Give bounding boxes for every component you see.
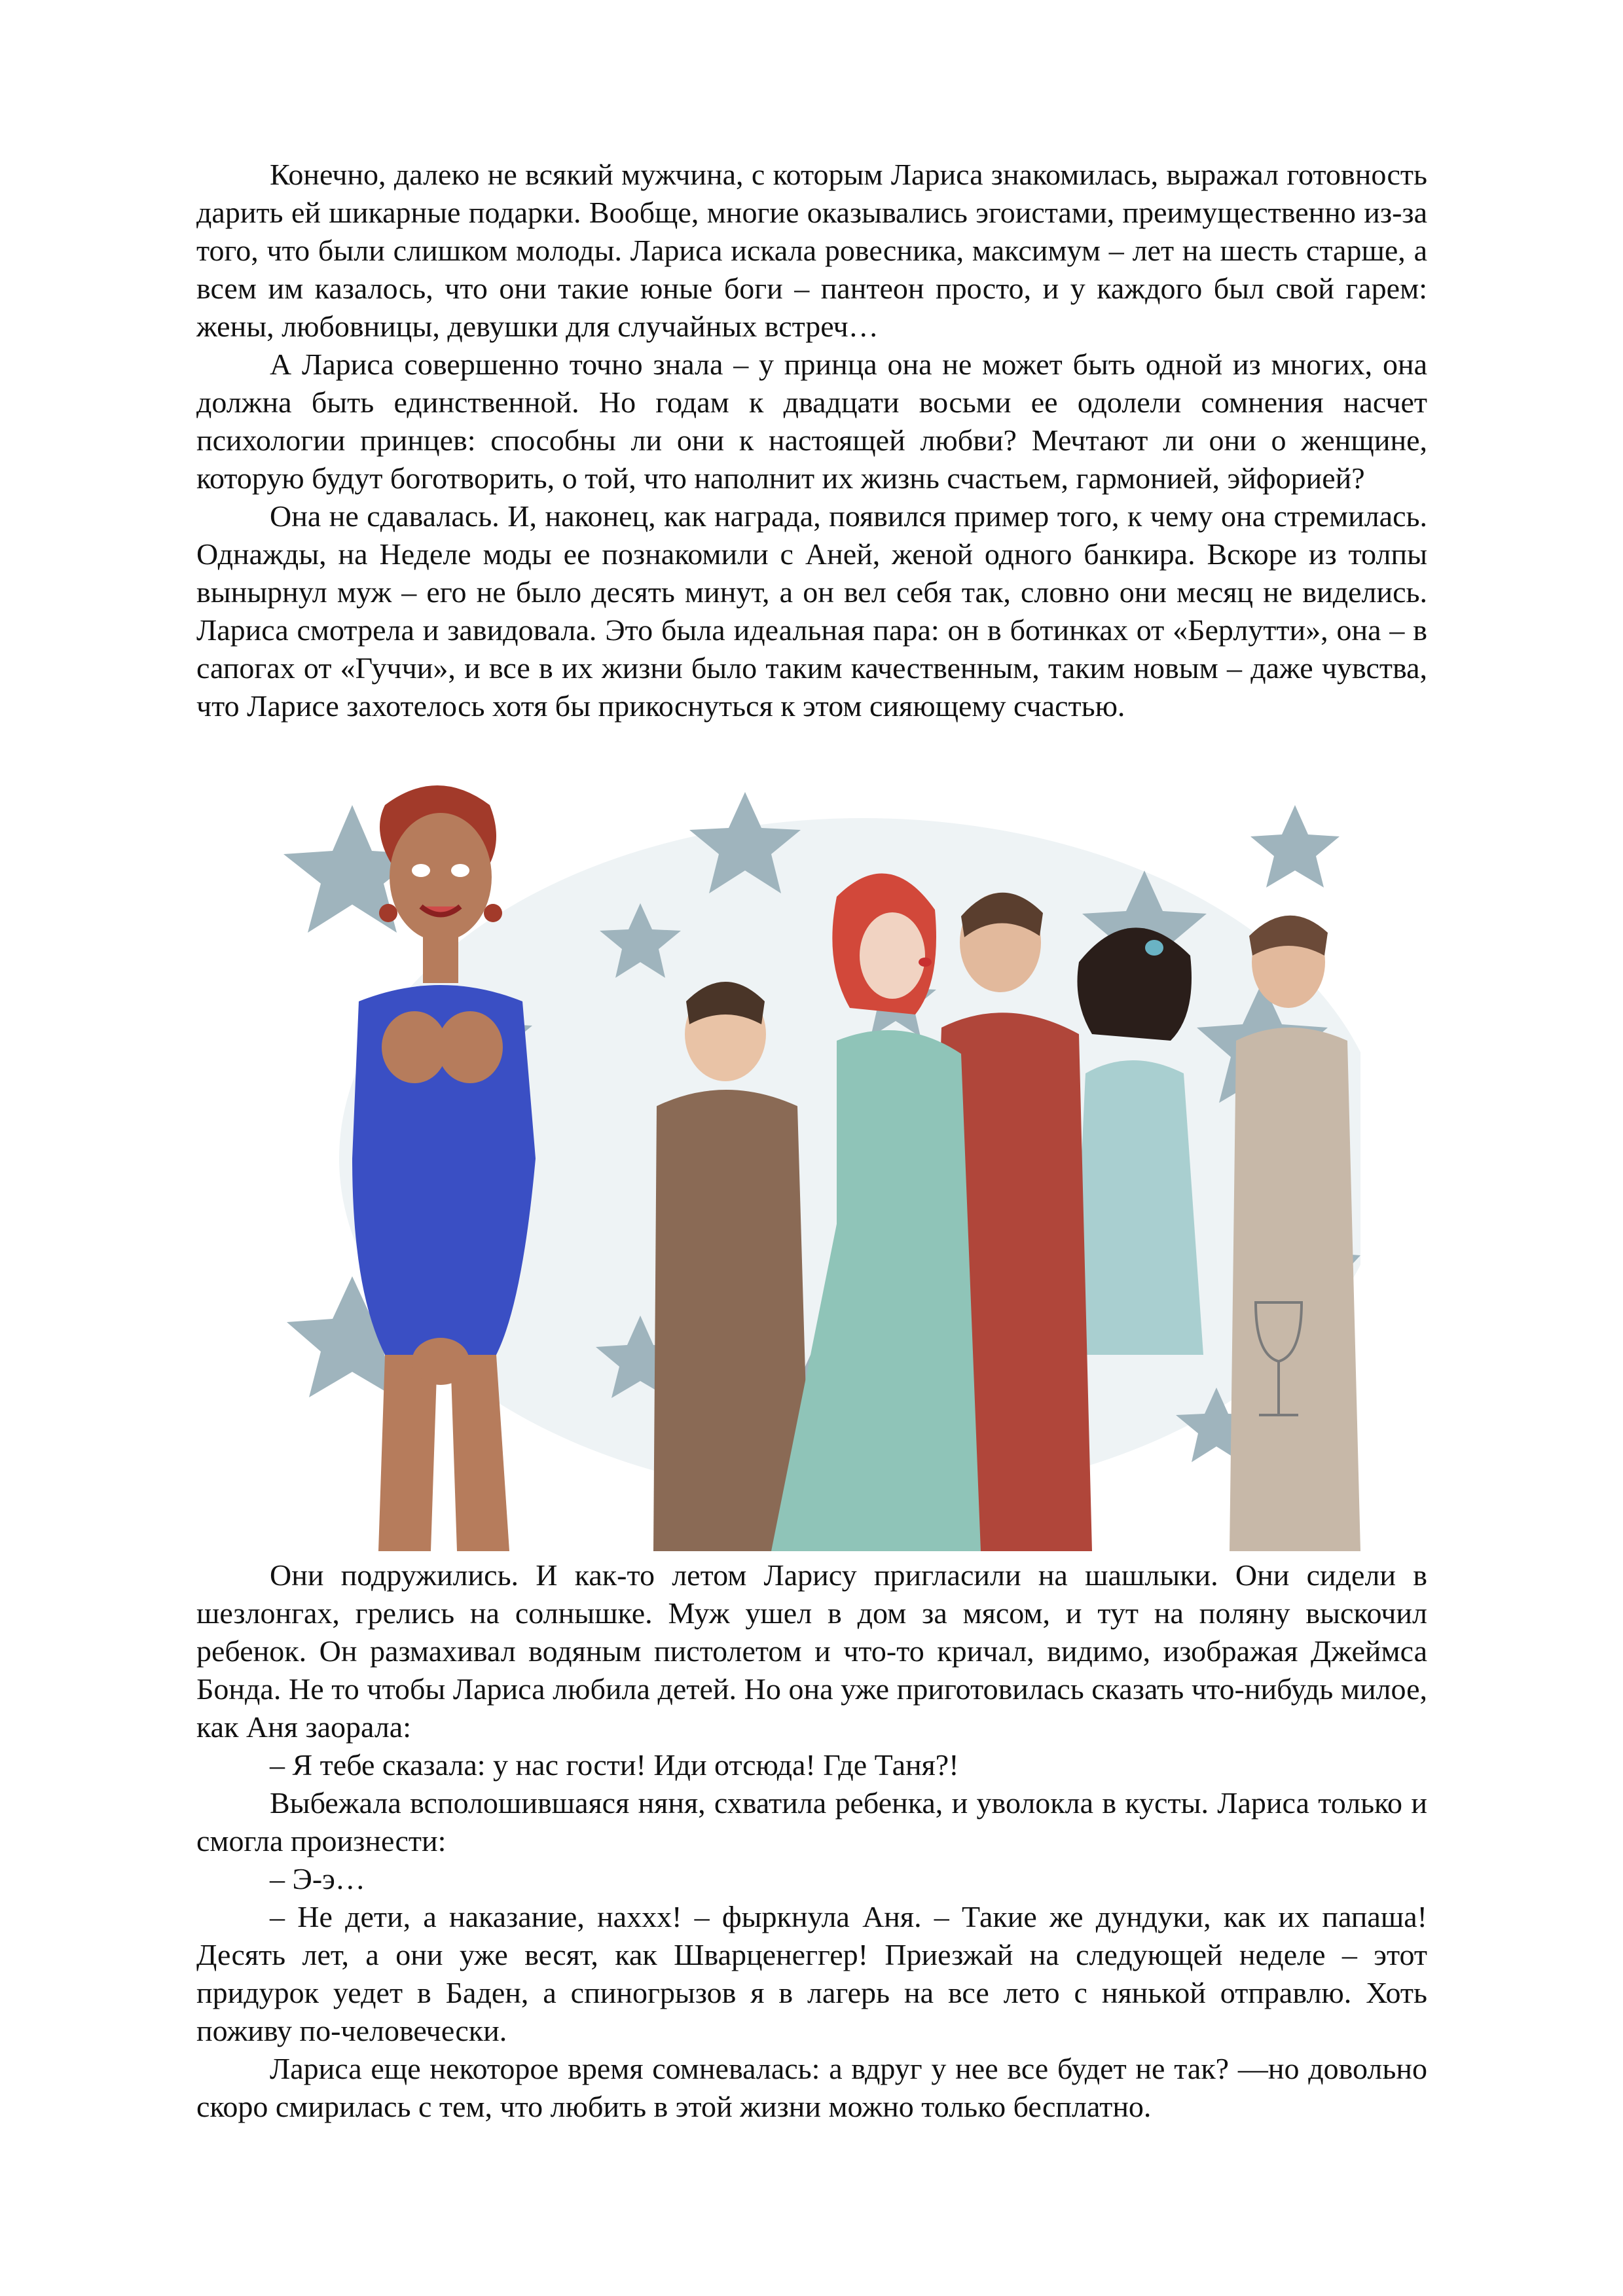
illustration-svg xyxy=(274,766,1360,1551)
paragraph: Лариса еще некоторое время сомневалась: а вдруг у нее все будет не так? —но довольно скоро смирилась с тем, что любить в этой жизни можно только бесплатно. xyxy=(196,2052,1427,2123)
paragraph: Они подружились. И как-то летом Ларису пригласили на шашлыки. Они сидели в шезлонгах, грелись на солнышке. Муж ушел в дом за мясом, и тут на поляну выскочил ребенок. Он размахивал водяным пистолетом и что-то кричал, видимо, изображая Джеймса Бонда. Не то чтобы Лариса любила детей. Но она уже приготовилась сказать что-нибудь милое, как Аня заорала: xyxy=(196,1558,1427,1744)
paragraph: – Э-э… xyxy=(270,1862,365,1895)
paragraph: Выбежала всполошившаяся няня, схватила ребенка, и уволокла в кусты. Лариса только и смогла произнести: xyxy=(196,1786,1427,1857)
guest-figure xyxy=(1072,927,1203,1355)
paragraph: Конечно, далеко не всякий мужчина, с которым Лариса знакомилась, выражал готовность дарить ей шикарные подарки. Вообще, многие оказывались эгоистами, преимущественно из-за того, что были слишком молоды. Лариса искала ровесника, максимум – лет на шесть старше, а всем им казалось, что они такие юные боги – пантеон просто, и у каждого был свой гарем: жены, любовницы, девушки для случайных встреч… xyxy=(196,158,1427,343)
paragraph: – Не дети, а наказание, нахxx! – фыркнула Аня. – Такие же дундуки, как их папаша! Десять лет, а они уже весят, как Шварценеггер! Приезжай на следующей неделе – этот придурок уедет в Баден, а спиногрызов я в лагерь на все лето с нянькой отправлю. Хоть поживу по-человечески. xyxy=(196,1900,1427,2047)
bottom-text-block xyxy=(196,1556,1427,2126)
paragraph: – Я тебе сказала: у нас гости! Иди отсюда! Где Таня?! xyxy=(270,1748,959,1782)
paragraph: Она не сдавалась. И, наконец, как награда, появился пример того, к чему она стремилась. Однажды, на Неделе моды ее познакомили с Аней, женой одного банкира. Вскоре из толпы вынырнул муж – его не было десять минут, а он вел себя так, словно они месяц не виделись. Лариса смотрела и завидовала. Это была идеальная пара: он в ботинках от «Берлутти», она – в сапогах от «Гуччи», и все в их жизни было таким качественным, таким новым – даже чувства, что Ларисе захотелось хотя бы прикоснуться к этом сияющему счастью. xyxy=(196,499,1427,723)
party-illustration xyxy=(274,766,1360,1551)
top-text-block xyxy=(196,156,1427,725)
paragraph: А Лариса совершенно точно знала – у принца она не может быть одной из многих, она должна быть единственной. Но годам к двадцати восьми ее одолели сомнения насчет психологии принцев: способны ли они к настоящей любви? Мечтают ли они о женщине, которую будут боготворить, о той, что наполнит их жизнь счастьем, гармонией, эйфорией? xyxy=(196,348,1427,495)
